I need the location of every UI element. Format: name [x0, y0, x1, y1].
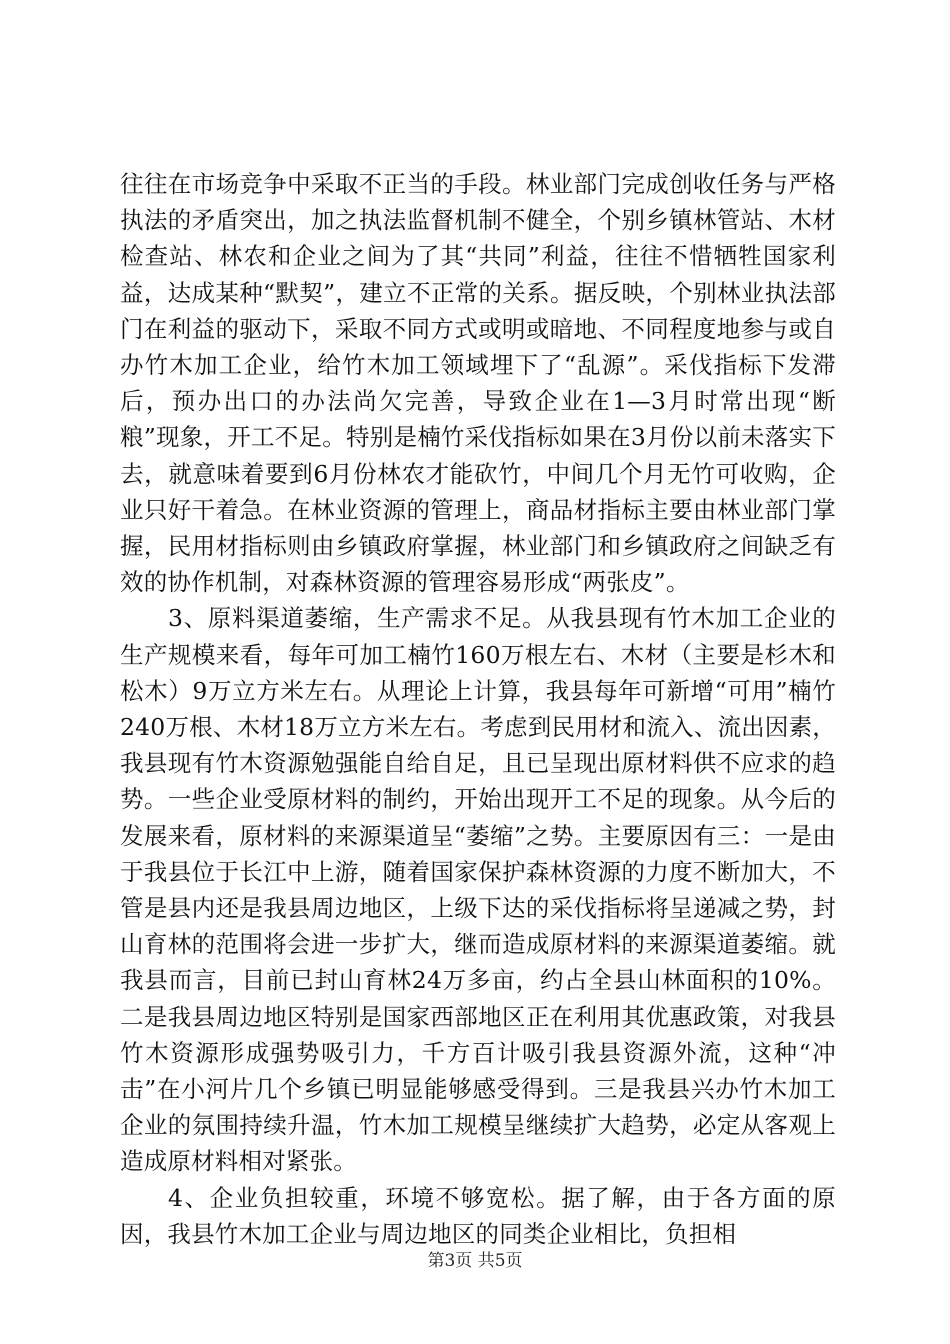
paragraph-enterprise-burden: 4、企业负担较重，环境不够宽松。据了解，由于各方面的原因，我县竹木加工企业与周边地区的同类企业相比，负担相 [120, 1183, 836, 1248]
document-body [120, 166, 836, 1252]
paragraph-raw-material: 3、原料渠道萎缩，生产需求不足。从我县现有竹木加工企业的生产规模来看，每年可加工楠竹160万根左右、木材（主要是杉木和松木）9万立方米左右。从理论上计算，我县每年可新增“可用”楠竹240万根、木材18万立方米左右。考虑到民用材和流入、流出因素，我县现有竹木资源勉强能自给自足，且已呈现出原材料供不应求的趋势。一些企业受原材料的制约，开始出现开工不足的现象。从今后的发展来看，原材料的来源渠道呈“萎缩”之势。主要原因有三：一是由于我县位于长江中上游，随着国家保护森林资源的力度不断加大，不管是县内还是我县周边地区，上级下达的采伐指标将呈递减之势，封山育林的范围将会进一步扩大，继而造成原材料的来源渠道萎缩。就我县而言，目前已封山育林24万多亩，约占全县山林面积的10%。二是我县周边地区特别是国家西部地区正在利用其优惠政策，对我县竹木资源形成强势吸引力，千方百计吸引我县资源外流，这种“冲击”在小河片几个乡镇已明显能够感受得到。三是我县兴办竹木加工企业的氛围持续升温，竹木加工规模呈继续扩大趋势，必定从客观上造成原材料相对紧张。 [120, 604, 836, 1176]
page-footer: 第3页 共5页 [427, 1251, 523, 1271]
paragraph-continuation: 往往在市场竞争中采取不正当的手段。林业部门完成创收任务与严格执法的矛盾突出，加之执法监督机制不健全，个别乡镇林管站、木材检查站、林农和企业之间为了其“共同”利益，往往不惜牺牲国家利益，达成某种“默契”，建立不正常的关系。据反映，个别林业执法部门在利益的驱动下，采取不同方式或明或暗地、不同程度地参与或自办竹木加工企业，给竹木加工领域埋下了“乱源”。采伐指标下发滞后，预办出口的办法尚欠完善，导致企业在1—3月时常出现“断粮”现象，开工不足。特别是楠竹采伐指标如果在3月份以前未落实下去，就意味着要到6月份林农才能砍竹，中间几个月无竹可收购，企业只好干着急。在林业资源的管理上，商品材指标主要由林业部门掌握，民用材指标则由乡镇政府掌握，林业部门和乡镇政府之间缺乏有效的协作机制，对森林资源的管理容易形成“两张皮”。 [120, 170, 836, 597]
